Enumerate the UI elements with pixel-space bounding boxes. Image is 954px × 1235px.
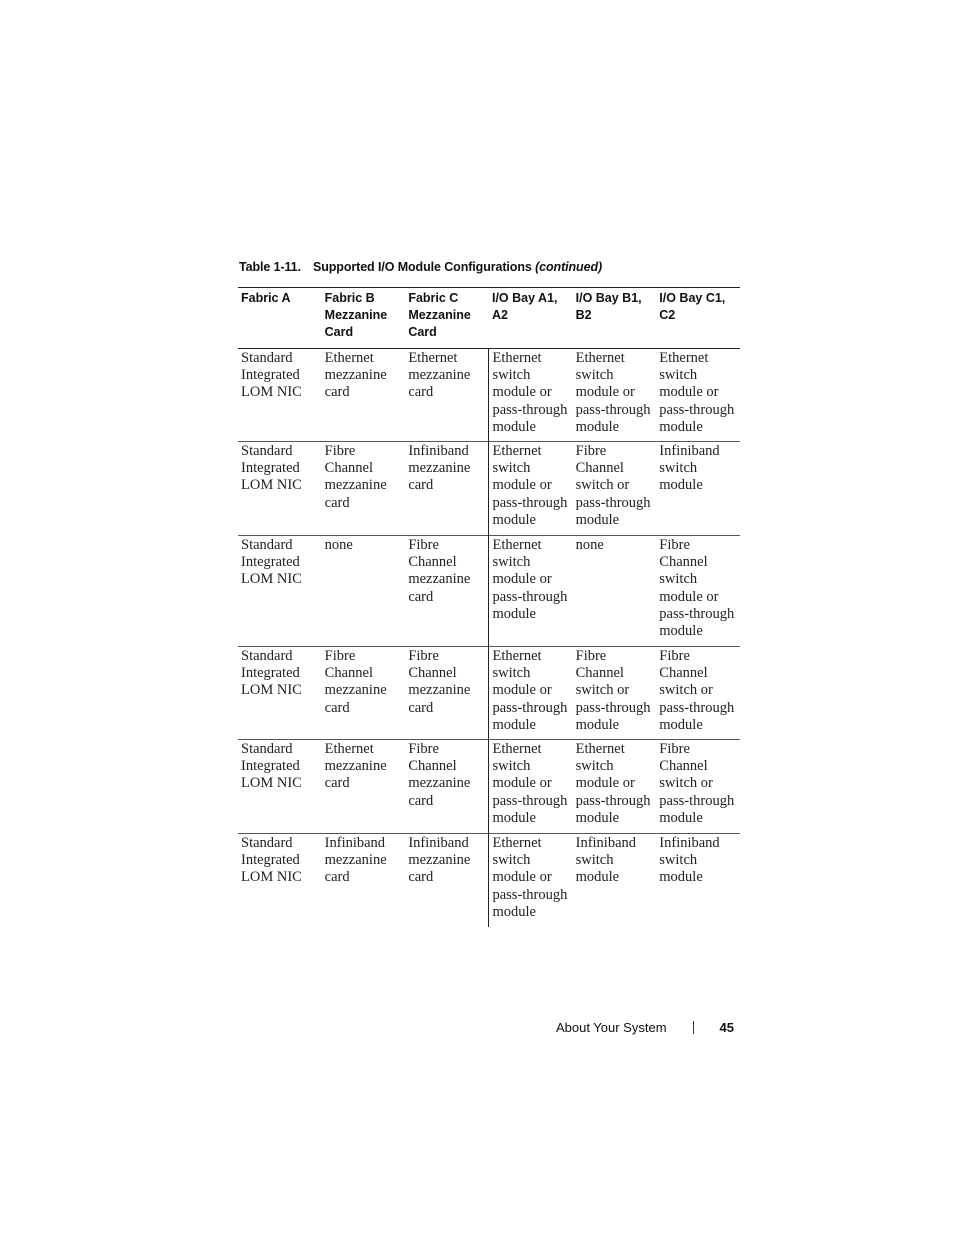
cell-fabric-c: Fibre Channel mezzanine card (408, 741, 471, 809)
cell-io-bay-a: Ethernet switch module or pass-through module (489, 442, 573, 536)
cell-fabric-a: Standard Integrated LOM NIC (241, 443, 302, 494)
cell-fabric-b: Fibre Channel mezzanine card (324, 443, 387, 511)
cell-io-bay-c: Infiniband switch module (659, 443, 720, 494)
header-fabric-c: Fabric C Mezzanine Card (408, 291, 471, 339)
header-row (238, 288, 740, 349)
cell-io-bay-c: Infiniband switch module (659, 835, 720, 886)
table-row (238, 647, 740, 740)
header-io-bay-a: I/O Bay A1, A2 (491, 291, 558, 322)
footer-section-title: About Your System (555, 1020, 667, 1035)
table-row (238, 442, 740, 536)
cell-io-bay-b: none (575, 537, 604, 553)
table-caption (239, 260, 602, 274)
cell-fabric-a: Standard Integrated LOM NIC (241, 835, 302, 886)
cell-io-bay-b: Ethernet switch module or pass-through module (575, 741, 651, 826)
footer-divider (693, 1021, 694, 1034)
cell-io-bay-b: Infiniband switch module (575, 835, 637, 886)
cell-fabric-b: none (324, 537, 353, 553)
header-io-bay-b: I/O Bay B1, B2 (575, 291, 642, 322)
cell-io-bay-c: Fibre Channel switch or pass-through module (659, 741, 735, 826)
header-fabric-b: Fabric B Mezzanine Card (324, 291, 388, 339)
cell-io-bay-c: Fibre Channel switch module or pass-through module (659, 537, 735, 640)
cell-fabric-a: Standard Integrated LOM NIC (241, 648, 302, 699)
cell-fabric-a: Standard Integrated LOM NIC (241, 537, 302, 588)
cell-io-bay-a: Ethernet switch module or pass-through module (489, 834, 573, 927)
table-header (238, 288, 740, 349)
table-body (238, 349, 740, 927)
cell-fabric-b: Infiniband mezzanine card (324, 835, 387, 886)
cell-fabric-b: Ethernet mezzanine card (324, 350, 387, 401)
cell-io-bay-a: Ethernet switch module or pass-through module (489, 349, 573, 442)
table-row (238, 349, 740, 442)
cell-io-bay-a: Ethernet switch module or pass-through module (489, 536, 573, 647)
table-row (238, 834, 740, 927)
cell-fabric-a: Standard Integrated LOM NIC (241, 741, 302, 792)
header-fabric-a: Fabric A (241, 291, 291, 305)
cell-io-bay-b: Ethernet switch module or pass-through module (575, 350, 651, 435)
cell-fabric-c: Fibre Channel mezzanine card (408, 648, 471, 716)
table-continued-label: (continued) (535, 260, 603, 274)
io-module-config-table (238, 287, 740, 927)
cell-io-bay-b: Fibre Channel switch or pass-through module (575, 648, 651, 733)
cell-io-bay-c: Fibre Channel switch or pass-through module (659, 648, 735, 733)
table-number: Table 1-11. (239, 260, 301, 274)
cell-io-bay-c: Ethernet switch module or pass-through module (659, 350, 735, 435)
cell-fabric-b: Ethernet mezzanine card (324, 741, 387, 792)
cell-fabric-a: Standard Integrated LOM NIC (241, 350, 302, 401)
cell-fabric-c: Infiniband mezzanine card (408, 443, 471, 494)
cell-fabric-c: Fibre Channel mezzanine card (408, 537, 471, 605)
cell-fabric-c: Infiniband mezzanine card (408, 835, 471, 886)
page-number: 45 (719, 1020, 734, 1035)
cell-io-bay-a: Ethernet switch module or pass-through module (489, 647, 573, 740)
cell-fabric-c: Ethernet mezzanine card (408, 350, 471, 401)
table-row (238, 740, 740, 834)
cell-io-bay-b: Fibre Channel switch or pass-through module (575, 443, 651, 528)
page-footer (556, 1020, 734, 1035)
cell-io-bay-a: Ethernet switch module or pass-through module (489, 740, 573, 834)
header-io-bay-c: I/O Bay C1, C2 (659, 291, 726, 322)
table-row (238, 536, 740, 647)
cell-fabric-b: Fibre Channel mezzanine card (324, 648, 387, 716)
table-title: Supported I/O Module Configurations (313, 260, 532, 274)
